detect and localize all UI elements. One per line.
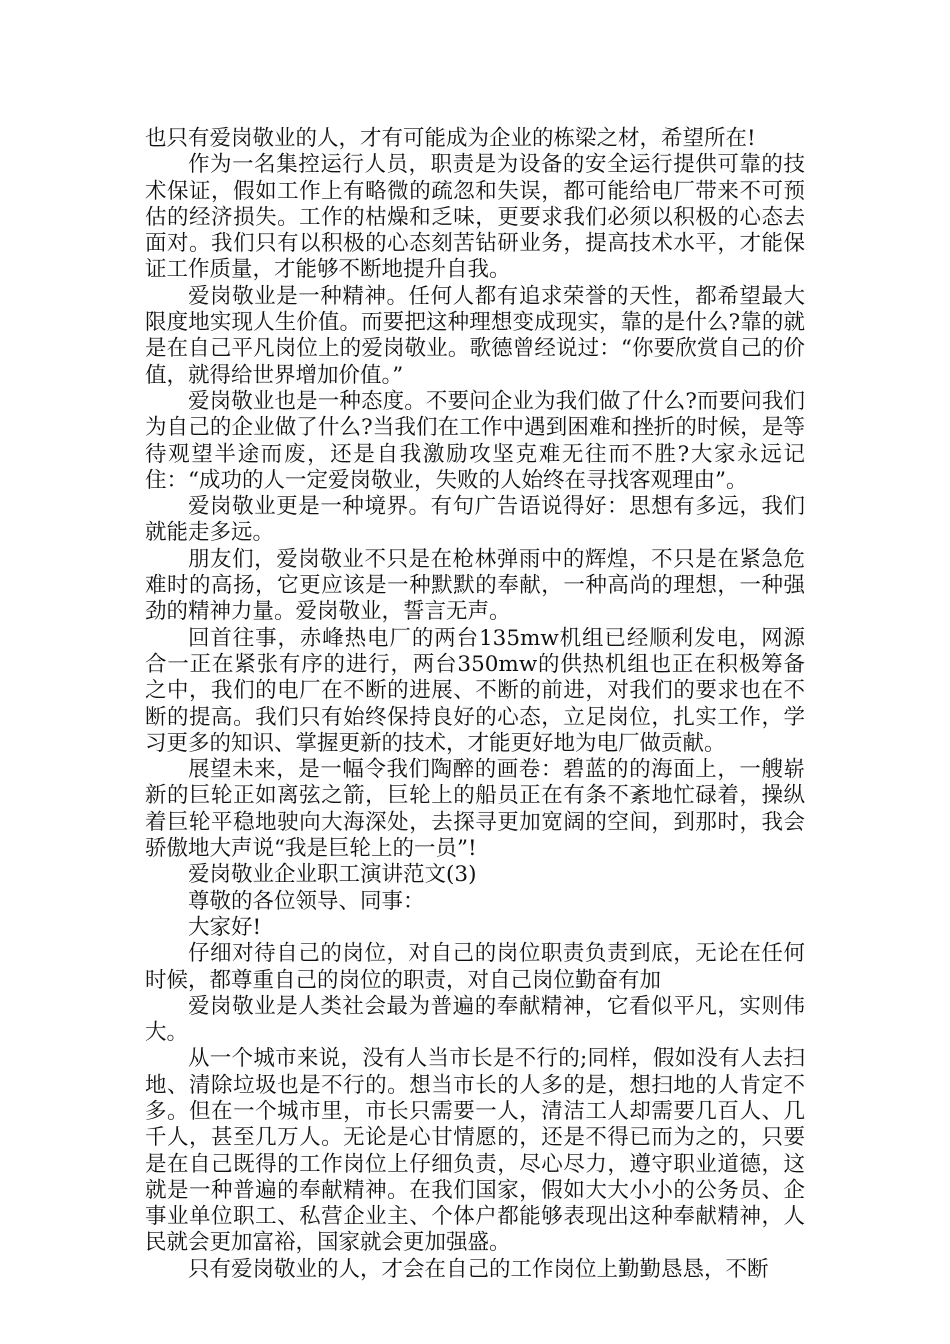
paragraph-city-example: 从一个城市来说，没有人当市长是不行的;同样，假如没有人去扫地、清除垃圾也是不行的。想当市长的人多的是，想扫地的人肯定不多。但在一个城市里，市长只需要一人，清洁工人却需要几百人、几千人，甚至几万人。无论是心甘情愿的，还是不得已而为之的，只要是在自己既得的工作岗位上仔细负责，尽心尽力，遵守职业道德，这就是一种普遍的奉献精神。在我们国家，假如大大小小的公务员、企事业单位职工、私营企业主、个体户都能够表现出这种奉献精神，人民就会更加富裕，国家就会更加强盛。: [145, 1046, 805, 1256]
salutation: 尊敬的各位领导、同事：: [188, 888, 425, 914]
paragraph-operator-duty: 作为一名集控运行人员，职责是为设备的安全运行提供可靠的技术保证，假如工作上有略微的疏忽和失误，都可能给电厂带来不可预估的经济损失。工作的枯燥和乏味，更要求我们必须以积极的心态去面对。我们只有以积极的心态刻苦钻研业务，提高技术水平，才能保证工作质量，才能够不断地提升自我。: [145, 152, 805, 283]
document-body: [145, 126, 805, 1283]
paragraph-dedication-realm: 爱岗敬业更是一种境界。有句广告语说得好：思想有多远，我们就能走多远。: [145, 494, 805, 546]
paragraph-friends: 朋友们，爱岗敬业不只是在枪林弹雨中的辉煌，不只是在紧急危难时的高扬，它更应该是一种默默的奉献，一种高尚的理想，一种强劲的精神力量。爱岗敬业，誓言无声。: [145, 546, 805, 625]
paragraph-treat-post: 仔细对待自己的岗位，对自己的岗位职责负责到底，无论在任何时候，都尊重自己的岗位的职责，对自己岗位勤奋有加: [145, 941, 805, 993]
paragraph-looking-back: 回首往事，赤峰热电厂的两台135mw机组已经顺利发电，网源合一正在紧张有序的进行，两台350mw的供热机组也正在积极筹备之中，我们的电厂在不断的进展、不断的前进，对我们的要求也在不断的提高。我们只有始终保持良好的心态，立足岗位，扎实工作，学习更多的知识、掌握更新的技术，才能更好地为电厂做贡献。: [145, 625, 805, 756]
paragraph-continuation: 也只有爱岗敬业的人，才有可能成为企业的栋梁之材，希望所在!: [145, 126, 756, 151]
paragraph-dedication-spirit: 爱岗敬业是一种精神。任何人都有追求荣誉的天性，都希望最大限度地实现人生价值。而要把这种理想变成现实，靠的是什么?靠的就是在自己平凡岗位上的爱岗敬业。歌德曾经说过：“你要欣赏自己的价值，就得给世界增加价值。”: [145, 283, 805, 388]
paragraph-dedication-attitude: 爱岗敬业也是一种态度。不要问企业为我们做了什么?而要问我们为自己的企业做了什么?当我们在工作中遇到困难和挫折的时候，是等待观望半途而废，还是自我激励攻坚克难无往而不胜?大家永远记住：“成功的人一定爱岗敬业，失败的人始终在寻找客观理由”。: [145, 388, 805, 493]
paragraph-universal-devotion: 爱岗敬业是人类社会最为普遍的奉献精神，它看似平凡，实则伟大。: [145, 993, 805, 1046]
section-heading: 爱岗敬业企业职工演讲范文(3): [188, 862, 477, 888]
paragraph-looking-forward: 展望未来，是一幅令我们陶醉的画卷：碧蓝的的海面上，一艘崭新的巨轮正如离弦之箭，巨轮上的船员正在有条不紊地忙碌着，操纵着巨轮平稳地驶向大海深处，去探寻更加宽阔的空间，到那时，我会骄傲地大声说“我是巨轮上的一员”!: [145, 757, 805, 862]
greeting: 大家好!: [188, 914, 262, 940]
paragraph-truncated: 只有爱岗敬业的人，才会在自己的工作岗位上勤勤恳恳，不断: [188, 1256, 769, 1282]
